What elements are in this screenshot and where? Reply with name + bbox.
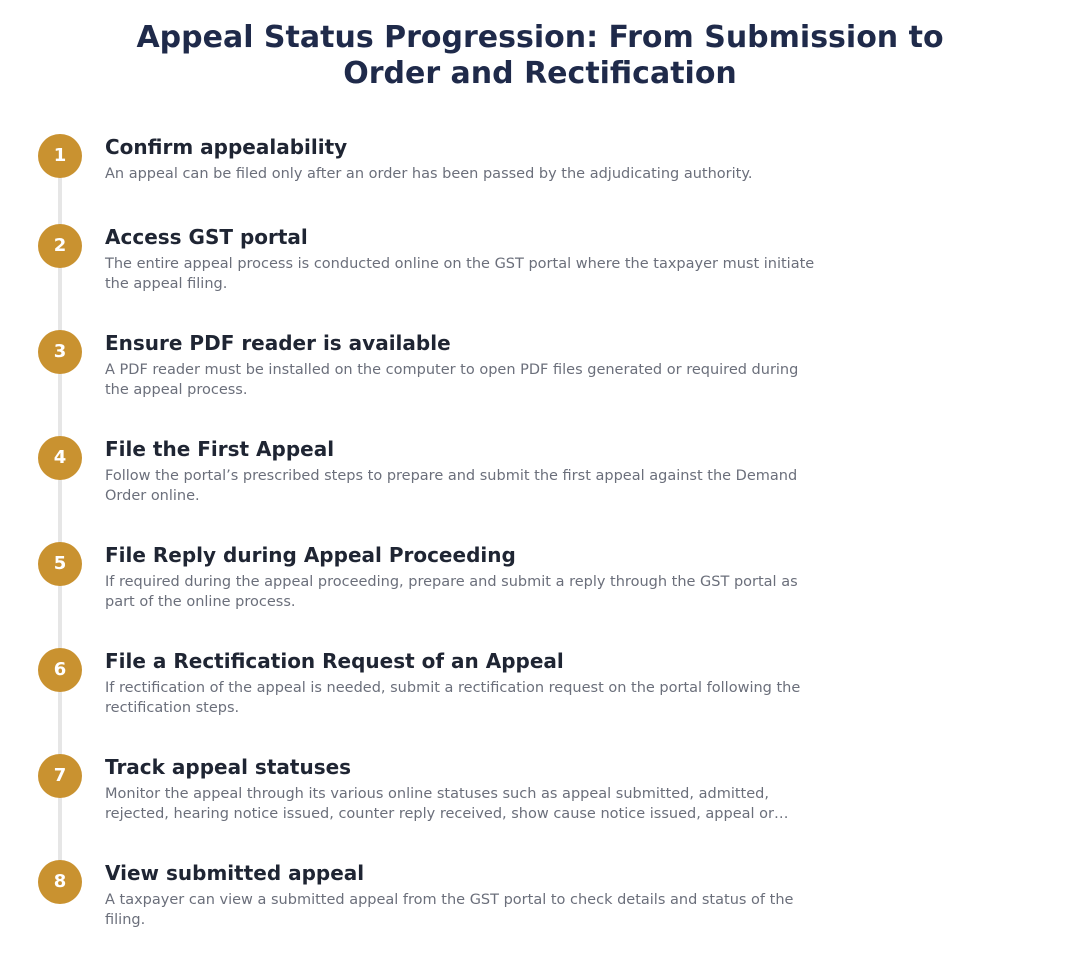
step-title: Access GST portal: [105, 225, 308, 249]
step-description: Follow the portal’s prescribed steps to prepare and submit the first appeal against the Demand Order online.: [105, 468, 798, 504]
step-description: A PDF reader must be installed on the computer to open PDF files generated or required during the appeal process.: [105, 362, 799, 398]
step-title: Track appeal statuses: [105, 755, 352, 779]
step-description: The entire appeal process is conducted online on the GST portal where the taxpayer must initiate the appeal filing.: [105, 256, 815, 292]
step-title: View submitted appeal: [105, 861, 365, 885]
step-number-badge: 2: [38, 224, 82, 268]
step-title: File Reply during Appeal Proceeding: [105, 543, 516, 567]
step-number-badge: 7: [38, 754, 82, 798]
step-number-badge: 5: [38, 542, 82, 586]
step-description: A taxpayer can view a submitted appeal from the GST portal to check details and status of the filing.: [105, 892, 794, 928]
step-description: An appeal can be filed only after an order has been passed by the adjudicating authority.: [105, 166, 753, 182]
step-number-badge: 6: [38, 648, 82, 692]
step-description: If required during the appeal proceeding, prepare and submit a reply through the GST portal as part of the online process.: [105, 574, 798, 610]
step-title: File a Rectification Request of an Appeal: [105, 649, 564, 673]
step-number-badge: 4: [38, 436, 82, 480]
step-description: If rectification of the appeal is needed, submit a rectification request on the portal following the rectification steps.: [105, 680, 801, 716]
step-title: File the First Appeal: [105, 437, 335, 461]
step-title: Ensure PDF reader is available: [105, 331, 451, 355]
step-description: Monitor the appeal through its various online statuses such as appeal submitted, admitted, rejected, hearing notice issued, counter reply received, show cause notice issued, appeal or…: [105, 786, 789, 822]
step-title: Confirm appealability: [105, 135, 348, 159]
page-title: Appeal Status Progression: From Submission to Order and Rectification: [136, 20, 944, 91]
step-number-badge: 8: [38, 860, 82, 904]
step-number-badge: 3: [38, 330, 82, 374]
step-number-badge: 1: [38, 134, 82, 178]
